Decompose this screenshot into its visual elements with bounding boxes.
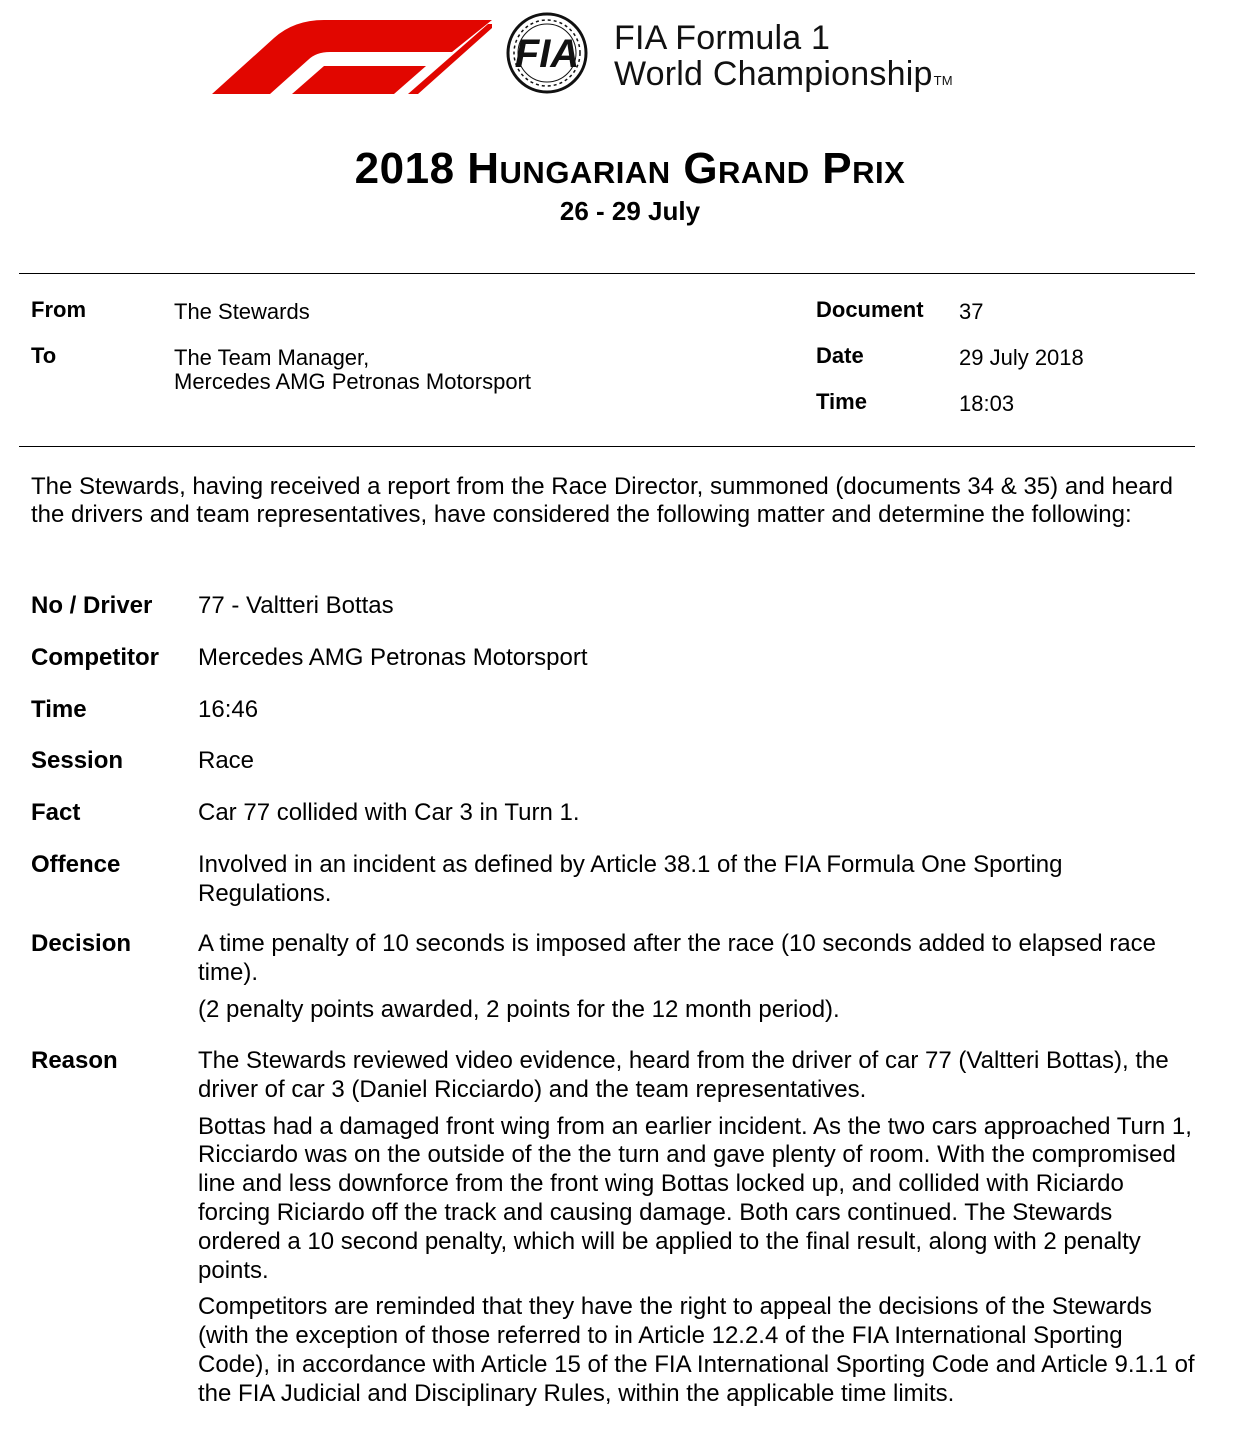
session-label: Session [31, 747, 124, 774]
divider-top [19, 273, 1195, 274]
decision-paragraph-2: (2 penalty points awarded, 2 points for the 12 month period). [198, 995, 840, 1023]
session-value: Race [198, 747, 255, 774]
divider-bottom [19, 446, 1195, 447]
logo-banner [212, 12, 1032, 98]
document-value: 37 [959, 299, 984, 324]
reason-value [198, 1047, 1198, 1417]
decision-label: Decision [31, 930, 132, 957]
trademark: TM [933, 73, 953, 88]
f1-logo-icon [212, 18, 492, 94]
fia-seal-icon [488, 12, 606, 94]
driver-label: No / Driver [31, 592, 153, 619]
driver-value: 77 - Valtteri Bottas [198, 592, 394, 619]
from-label: From [31, 297, 86, 322]
event-title: 2018 Hungarian Grand Prix [354, 144, 906, 193]
time-value: 18:03 [959, 391, 1015, 416]
incident-time-value: 16:46 [198, 696, 259, 723]
to-label: To [31, 343, 57, 368]
reason-paragraph-1: The Stewards reviewed video evidence, heard from the driver of car 77 (Valtteri Bottas), the driver of car 3 (Daniel Ricciardo) and the team representatives. [198, 1047, 1169, 1103]
reason-label: Reason [31, 1047, 118, 1074]
date-label: Date [816, 343, 864, 368]
reason-paragraph-3: Competitors are reminded that they have the right to appeal the decisions of the Stewards (with the exception of those referred to in Article 12.2.4 of the FIA International Sporting Code), in accordance with Article 15 of the FIA International Sporting Code and Article 9.1.1 of the FIA Judicial and Disciplinary Rules, within the applicable time limits. [198, 1293, 1195, 1407]
reason-paragraph-2: Bottas had a damaged front wing from an earlier incident. As the two cars approached Turn 1, Ricciardo was on the outside of the the turn and gave plenty of room. With the compromised line and less downforce from the front wing Bottas locked up, and collided with Riciardo forcing Riciardo off the track and causing damage. Both cars continued. The Stewards ordered a 10 second penalty, which will be applied to the final result, along with 2 penalty points. [198, 1112, 1192, 1284]
offence-value: Involved in an incident as defined by Article 38.1 of the FIA Formula One Sporting Regulations. [198, 851, 1063, 907]
event-dates: 26 - 29 July [559, 196, 701, 226]
wordmark-line2: World Championship [614, 55, 933, 93]
fact-label: Fact [31, 799, 81, 826]
from-value: The Stewards [174, 299, 310, 324]
document-label: Document [816, 297, 924, 322]
wordmark-line1: FIA Formula 1 [614, 19, 831, 57]
time-label: Time [816, 389, 867, 414]
fact-value: Car 77 collided with Car 3 in Turn 1. [198, 799, 580, 826]
incident-time-label: Time [31, 696, 87, 723]
intro-paragraph: The Stewards, having received a report from the Race Director, summoned (documents 34 & 35) and heard the drivers and team representatives, have considered the following matter and determine the following: [31, 473, 1173, 528]
offence-label: Offence [31, 851, 121, 878]
to-value-line1: The Team Manager, [174, 345, 370, 370]
decision-paragraph-1: A time penalty of 10 seconds is imposed after the race (10 seconds added to elapsed race time). [198, 930, 1156, 986]
competitor-label: Competitor [31, 644, 159, 671]
wordmark [614, 20, 953, 99]
fia-seal-text: FIA [514, 32, 580, 76]
decision-value [198, 930, 1198, 1032]
date-value: 29 July 2018 [959, 345, 1084, 370]
competitor-value: Mercedes AMG Petronas Motorsport [198, 644, 588, 671]
to-value-line2: Mercedes AMG Petronas Motorsport [174, 369, 532, 394]
